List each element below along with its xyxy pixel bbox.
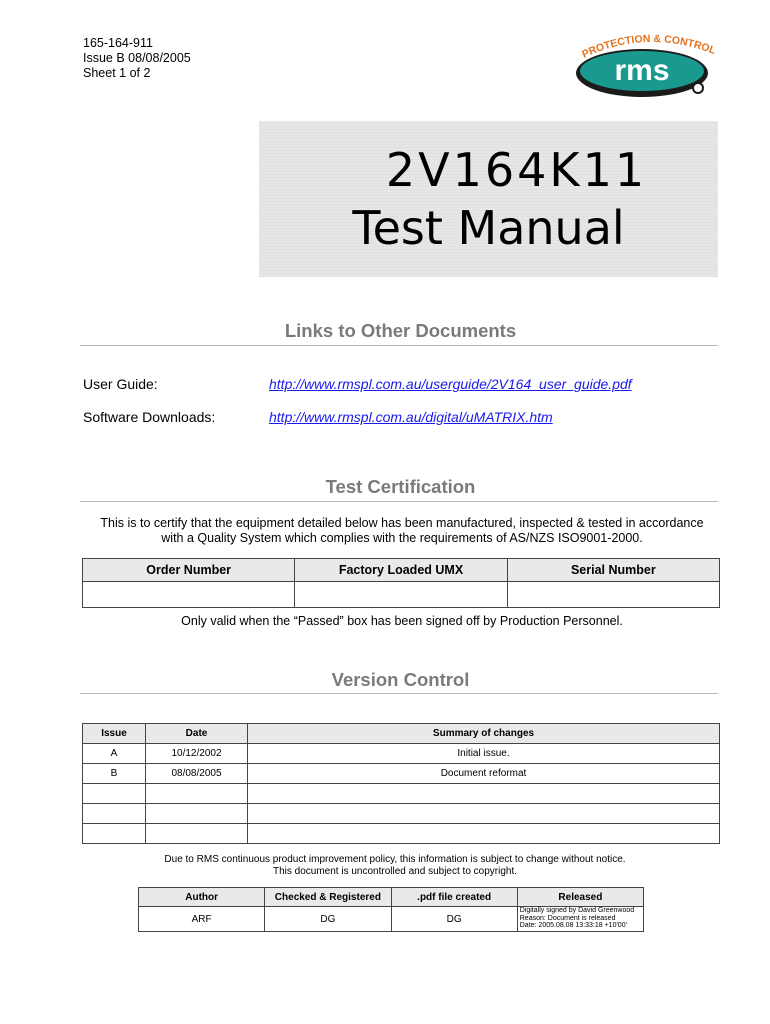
document-number: 165-164-911 <box>83 36 153 50</box>
factory-umx-header: Factory Loaded UMX <box>295 559 507 582</box>
issue-cell: B <box>83 764 146 784</box>
user-guide-label: User Guide: <box>83 376 158 392</box>
summary-cell <box>248 804 720 824</box>
certification-divider <box>80 501 718 502</box>
issue-cell <box>83 824 146 844</box>
version-control-heading: Version Control <box>331 669 470 690</box>
author-cell: ARF <box>139 907 265 932</box>
certification-statement <box>83 516 721 546</box>
serial-number-header: Serial Number <box>507 559 719 582</box>
digital-signature[interactable] <box>517 907 643 932</box>
factory-umx-cell[interactable] <box>295 582 507 608</box>
checked-header: Checked & Registered <box>265 888 391 907</box>
signoff-table <box>138 887 644 932</box>
issue-header: Issue <box>83 724 146 744</box>
validity-note: Only valid when the “Passed” box has been signed off by Production Personnel. <box>181 614 623 628</box>
summary-cell <box>248 824 720 844</box>
logo-tagline: PROTECTION & CONTROL <box>580 32 718 61</box>
order-number-header: Order Number <box>83 559 295 582</box>
table-row <box>83 744 720 764</box>
serial-number-cell[interactable] <box>507 582 719 608</box>
signature-signer: Digitally signed by David Greenwood <box>519 907 635 914</box>
table-row <box>83 824 720 844</box>
order-number-cell[interactable] <box>83 582 295 608</box>
table-row <box>83 784 720 804</box>
summary-cell: Document reformat <box>248 764 720 784</box>
signature-date: Date: 2005.08.08 13:33:18 +10'00' <box>519 922 627 929</box>
table-row <box>83 764 720 784</box>
rms-logo <box>570 28 720 100</box>
sheet-number: Sheet 1 of 2 <box>83 66 151 80</box>
pdf-created-cell: DG <box>391 907 517 932</box>
date-cell <box>146 784 248 804</box>
version-table <box>82 723 720 844</box>
author-header: Author <box>139 888 265 907</box>
summary-header: Summary of changes <box>248 724 720 744</box>
signature-reason: Reason: Document is released <box>519 914 616 922</box>
issue-cell <box>83 784 146 804</box>
summary-cell: Initial issue. <box>248 744 720 764</box>
document-issue: Issue B 08/08/2005 <box>83 51 191 65</box>
software-downloads-link[interactable]: http://www.rmspl.com.au/digital/uMATRIX.htm <box>269 409 553 425</box>
date-cell <box>146 824 248 844</box>
links-divider <box>80 345 718 346</box>
document-info <box>83 36 191 81</box>
policy-line-1: Due to RMS continuous product improvement policy, this information is subject to change without notice. <box>164 854 626 865</box>
policy-note <box>140 854 650 878</box>
certification-table <box>82 558 720 608</box>
date-header: Date <box>146 724 248 744</box>
user-guide-link[interactable]: http://www.rmspl.com.au/userguide/2V164_user_guide.pdf <box>269 376 632 392</box>
software-downloads-label: Software Downloads: <box>83 409 216 425</box>
table-row <box>83 804 720 824</box>
logo-wordmark: rms <box>614 54 670 87</box>
product-code-title: 2V164K11 <box>385 143 648 197</box>
date-cell: 08/08/2005 <box>146 764 248 784</box>
manual-title: Test Manual <box>352 201 625 255</box>
certification-heading: Test Certification <box>325 476 476 497</box>
checked-cell: DG <box>265 907 391 932</box>
policy-line-2: This document is uncontrolled and subject to copyright. <box>272 866 518 877</box>
released-header: Released <box>517 888 643 907</box>
date-cell <box>146 804 248 824</box>
pdf-created-header: .pdf file created <box>391 888 517 907</box>
issue-cell <box>83 804 146 824</box>
links-heading: Links to Other Documents <box>284 320 517 341</box>
summary-cell <box>248 784 720 804</box>
issue-cell: A <box>83 744 146 764</box>
date-cell: 10/12/2002 <box>146 744 248 764</box>
certification-statement-line-2: with a Quality System which complies with the requirements of AS/NZS ISO9001-2000. <box>161 531 643 545</box>
certification-statement-line-1: This is to certify that the equipment detailed below has been manufactured, inspected & tested in accordance <box>100 516 704 530</box>
version-control-divider <box>80 693 718 694</box>
